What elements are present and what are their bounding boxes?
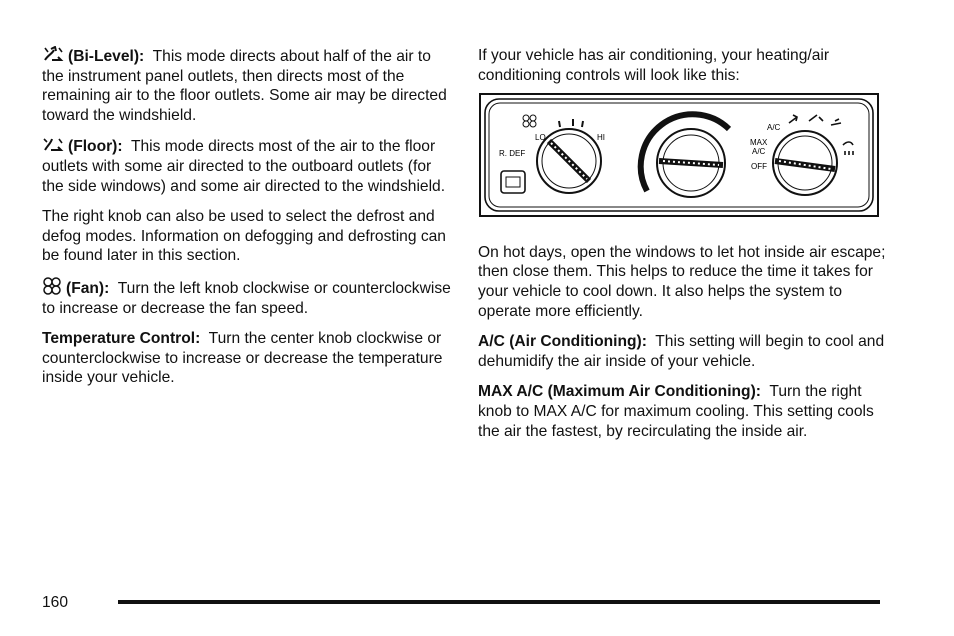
- fan-knob: [537, 129, 601, 193]
- right-column: [478, 46, 890, 452]
- fan-text: Turn the left knob clockwise or counterclockwise to increase or decrease the fan speed.: [42, 279, 451, 317]
- ac-mode-label: A/C: [767, 123, 781, 133]
- off-mode-label: OFF: [751, 162, 767, 172]
- bi-level-vent-icon: [42, 46, 64, 63]
- max-ac-paragraph: [478, 382, 890, 441]
- rear-defrost-label: R. DEF: [499, 149, 526, 159]
- bilevel-text: This mode directs about half of the air to the instrument panel outlets, then directs most of the remaining air to the floor outlets. Some air may be directed toward the windshield.: [42, 48, 447, 124]
- fan-icon: [42, 277, 62, 295]
- rear-defrost-icon: [506, 177, 520, 187]
- temperature-text: Turn the center knob clockwise or counterclockwise to increase or decrease the temperature inside your vehicle.: [42, 330, 443, 387]
- hot-days-paragraph: On hot days, open the windows to let hot inside air escape; then close them. This helps to reduce the time it takes for your vehicle to cool down. It also helps the system to operate more efficiently.: [478, 243, 886, 320]
- temperature-label: Temperature Control:: [42, 330, 201, 348]
- floor-vent-icon: [42, 136, 64, 153]
- bilevel-paragraph: [42, 46, 452, 125]
- max-ac-text: Turn the right knob to MAX A/C for maximum cooling. This setting cools the air the fastest, by recirculating the inside air.: [478, 383, 874, 440]
- ac-text: This setting will begin to cool and dehumidify the air inside of your vehicle.: [478, 333, 885, 370]
- floor-text: This mode directs most of the air to the floor outlets with some air directed to the outboard outlets (for the side windows) and some air directed to the windshield.: [42, 138, 446, 195]
- max-ac-label-line1: MAX: [750, 138, 768, 148]
- ac-paragraph: [478, 332, 890, 371]
- mode-knob: [773, 131, 837, 195]
- intro-paragraph: If your vehicle has air conditioning, your heating/air conditioning controls will look like this:: [478, 47, 830, 84]
- bilevel-label: (Bi-Level):: [68, 48, 145, 65]
- max-ac-label-line2: A/C: [752, 147, 766, 157]
- ac-label: A/C (Air Conditioning):: [478, 333, 647, 351]
- temperature-paragraph: [42, 329, 452, 388]
- temperature-knob: [657, 129, 725, 197]
- fan-paragraph: [42, 277, 452, 318]
- fan-lo-label: LO: [535, 133, 546, 143]
- defrost-paragraph: The right knob can also be used to select the defrost and defog modes. Information on defogging and defrosting can be found later in this section.: [42, 208, 446, 265]
- footer-rule: [118, 600, 880, 604]
- fan-hi-label: HI: [597, 133, 605, 143]
- page-number: 160: [42, 594, 69, 611]
- floor-label: (Floor):: [68, 138, 123, 156]
- left-column: [42, 46, 452, 399]
- floor-paragraph: [42, 136, 452, 196]
- climate-control-panel-figure: [479, 93, 879, 217]
- max-ac-label: MAX A/C (Maximum Air Conditioning):: [478, 383, 761, 401]
- fan-label: (Fan):: [66, 279, 110, 297]
